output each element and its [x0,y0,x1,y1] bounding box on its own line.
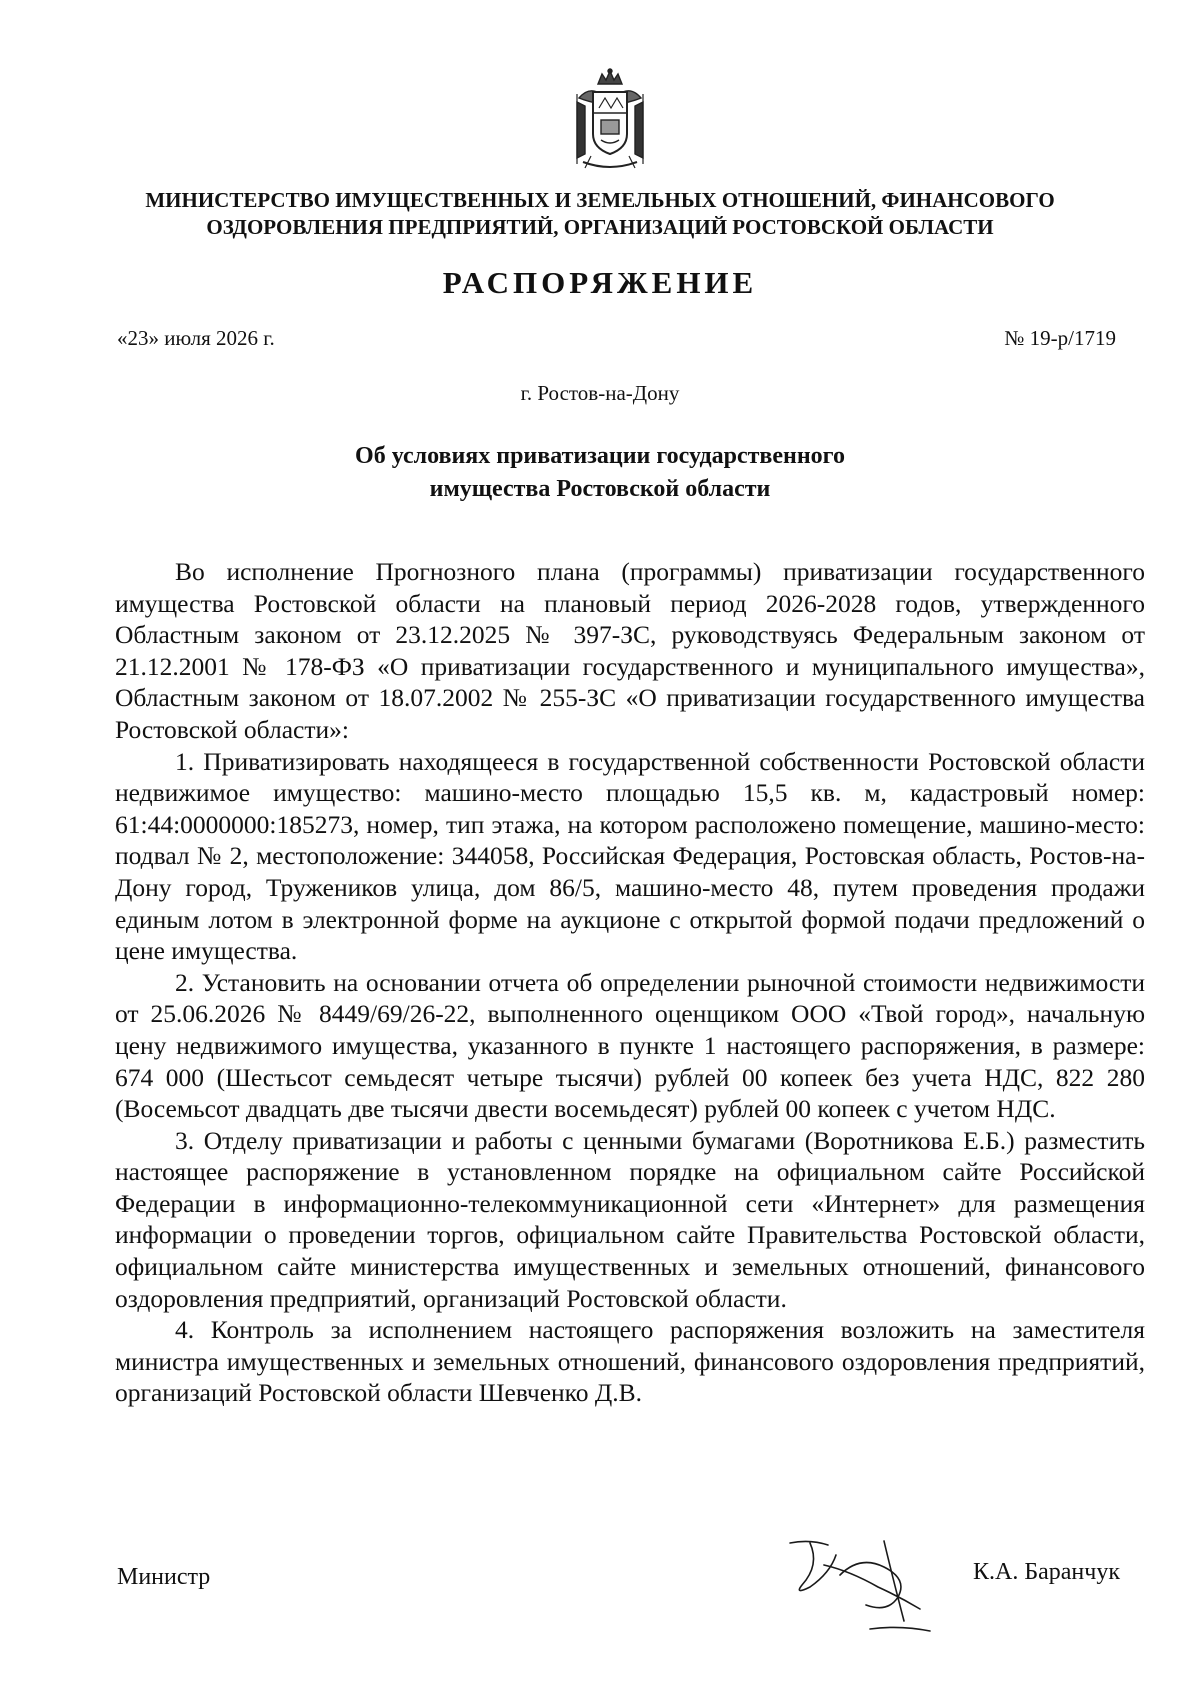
signatory-name: К.А. Баранчук [973,1559,1120,1585]
document-title [200,440,1000,506]
document-date: «23» июля 2026 г. [117,326,275,350]
document-number: № 19-р/1719 [1004,326,1116,350]
ministry-line-1: МИНИСТЕРСТВО ИМУЩЕСТВЕННЫХ И ЗЕМЕЛЬНЫХ ОТНОШЕНИЙ, ФИНАНСОВОГО [145,188,1055,212]
signatory-title: Министр [117,1564,211,1590]
handwritten-signature [780,1535,950,1645]
document-city: г. Ростов-на-Дону [520,381,680,405]
item-paragraph-2: 2. Установить на основании отчета об определении рыночной стоимости недвижимости от 25.06.2026 № 8449/69/26-22, выполненного оценщиком ООО «Твой город», начальную цену недвижимого имущества, указанного в пункте 1 настоящего распоряжения, в размере: 674 000 (Шестьсот семьдесят четыре тысячи) рублей 00 копеек без учета НДС, 822 280 (Восемьсот двадцать две тысячи двести восемьдесят) рублей 00 копеек с учетом НДС. [115,967,1145,1124]
document-type: РАСПОРЯЖЕНИЕ [442,265,758,300]
document-body [115,556,1145,1409]
item-paragraph-3: 3. Отделу приватизации и работы с ценными бумагами (Воротникова Е.Б.) разместить настоящее распоряжение в установленном порядке на официальном сайте Российской Федерации в информационно-телекоммуникационной сети «Интернет» для размещения информации о проведении торгов, официальном сайте Правительства Ростовской области, официальном сайте министерства имущественных и земельных отношений, финансового оздоровления предприятий, организаций Ростовской области. [115,1125,1145,1313]
coat-of-arms-icon [571,68,649,172]
ministry-line-2: ОЗДОРОВЛЕНИЯ ПРЕДПРИЯТИЙ, ОРГАНИЗАЦИЙ РОСТОВСКОЙ ОБЛАСТИ [206,215,994,239]
item-paragraph-4: 4. Контроль за исполнением настоящего распоряжения возложить на заместителя министра имущественных и земельных отношений, финансового оздоровления предприятий, организаций Ростовской области Шевченко Д.В. [115,1315,1145,1408]
item-paragraph-1: 1. Приватизировать находящееся в государственной собственности Ростовской области недвижимое имущество: машино-место площадью 15,5 кв. м, кадастровый номер: 61:44:0000000:185273, номер, тип этажа, на котором расположено помещение, машино-место: подвал № 2, местоположение: 344058, Российская Федерация, Ростовская область, Ростов-на-Дону город, Тружеников улица, дом 86/5, машино-место 48, путем проведения продажи единым лотом в электронной форме на аукционе с открытой формой подачи предложений о цене имущества. [115,746,1145,966]
preamble-paragraph: Во исполнение Прогнозного плана (программы) приватизации государственного имущества Ростовской области на плановый период 2026-2028 годов, утвержденного Областным законом от 23.12.2025 № 397-ЗС, руководствуясь Федеральным законом от 21.12.2001 № 178-ФЗ «О приватизации государственного и муниципального имущества», Областным законом от 18.07.2002 № 255-ЗС «О приватизации государственного имущества Ростовской области»: [115,557,1145,744]
title-line-2: имущества Ростовской области [429,476,771,502]
ministry-name [100,187,1100,241]
title-line-1: Об условиях приватизации государственного [355,443,845,469]
